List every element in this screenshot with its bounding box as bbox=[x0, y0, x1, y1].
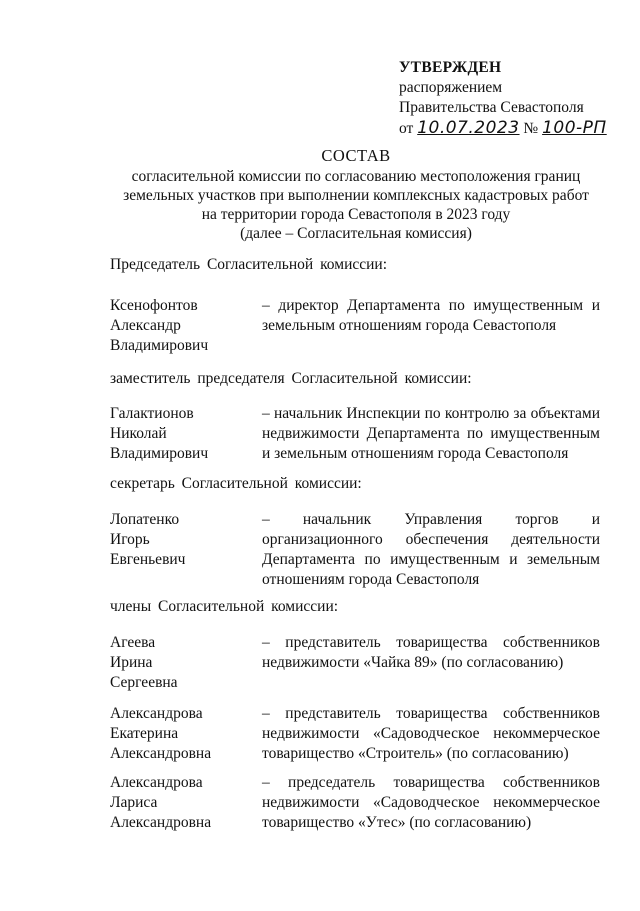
member-name bbox=[110, 633, 260, 693]
member-description: – представитель товарищества собственников недвижимости «Чайка 89» (по согласованию) bbox=[262, 634, 600, 671]
member-description: – председатель товарищества собственников недвижимости «Садоводческое некоммерческое товарищество «Утес» (по согласованию) bbox=[262, 774, 600, 831]
member-surname: Агеева bbox=[110, 634, 156, 651]
approval-number: 100-РП bbox=[542, 118, 607, 138]
date-prefix: от bbox=[399, 120, 414, 137]
approval-date: 10.07.2023 bbox=[417, 118, 520, 138]
member-name bbox=[110, 296, 260, 356]
member-first-name: Игорь bbox=[110, 531, 150, 548]
member-patronymic: Евгеньевич bbox=[110, 551, 186, 568]
document-title bbox=[100, 146, 612, 243]
member-patronymic: Владимирович bbox=[110, 445, 209, 462]
member-patronymic: Александровна bbox=[110, 745, 212, 762]
chair-heading: Председатель Согласительной комиссии: bbox=[110, 256, 388, 273]
approval-line-1: распоряжением bbox=[399, 79, 503, 96]
number-prefix: № bbox=[523, 120, 539, 137]
member-description: – представитель товарищества собственников недвижимости «Садоводческое некоммерческое товарищество «Строитель» (по согласованию) bbox=[262, 705, 600, 762]
member-surname: Александрова bbox=[110, 705, 203, 722]
title-line-1: согласительной комиссии по согласованию местоположения границ bbox=[131, 168, 581, 185]
title-line-4: (далее – Согласительная комиссия) bbox=[240, 225, 472, 242]
member-description: – директор Департамента по имущественным и земельным отношениям города Севастополя bbox=[262, 297, 600, 334]
member-first-name: Екатерина bbox=[110, 725, 179, 742]
approval-line-2: Правительства Севастополя bbox=[399, 99, 584, 116]
member-first-name: Николай bbox=[110, 425, 167, 442]
member-name bbox=[110, 704, 260, 764]
member-first-name: Александр bbox=[110, 317, 181, 334]
member-description: – начальник Инспекции по контролю за объектами недвижимости Департамента по имущественным и земельным отношениям города Севастополя bbox=[262, 405, 600, 462]
members-heading: члены Согласительной комиссии: bbox=[110, 598, 339, 615]
title-main: СОСТАВ bbox=[321, 146, 391, 165]
title-line-3: на территории города Севастополя в 2023 году bbox=[201, 206, 511, 223]
member-surname: Лопатенко bbox=[110, 511, 180, 528]
member-patronymic: Сергеевна bbox=[110, 674, 178, 691]
approval-stamp bbox=[399, 58, 629, 139]
member-surname: Галактионов bbox=[110, 405, 194, 422]
title-line-2: земельных участков при выполнении комплексных кадастровых работ bbox=[123, 187, 589, 204]
member-first-name: Ирина bbox=[110, 654, 153, 671]
member-name bbox=[110, 404, 260, 464]
approval-date-line bbox=[399, 118, 629, 139]
member-first-name: Лариса bbox=[110, 794, 158, 811]
member-surname: Александрова bbox=[110, 774, 203, 791]
member-name bbox=[110, 510, 260, 570]
member-name bbox=[110, 773, 260, 833]
member-patronymic: Александровна bbox=[110, 814, 212, 831]
member-patronymic: Владимирович bbox=[110, 337, 209, 354]
approved-label: УТВЕРЖДЕН bbox=[399, 59, 502, 76]
deputy-heading: заместитель председателя Согласительной комиссии: bbox=[110, 370, 472, 387]
member-description: – начальник Управления торгов и организационного обеспечения деятельности Департамента по имущественным и земельным отношениям города Севастополя bbox=[262, 511, 600, 588]
member-surname: Ксенофонтов bbox=[110, 297, 198, 314]
secretary-heading: секретарь Согласительной комиссии: bbox=[110, 475, 362, 492]
